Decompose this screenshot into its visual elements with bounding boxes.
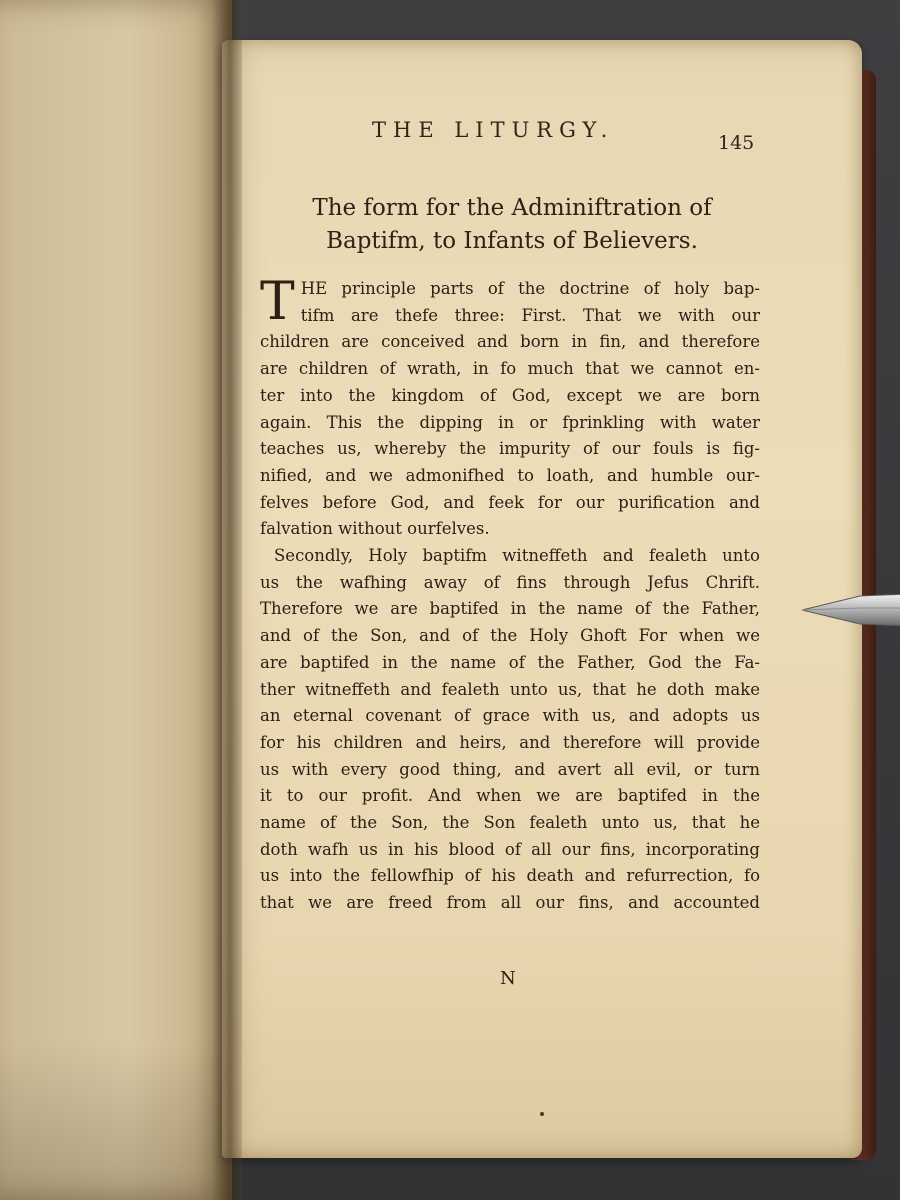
- page-number: 145: [718, 132, 755, 154]
- page-gutter-shadow: [212, 0, 242, 1200]
- text-line: are children of wrath, in fo much that we cannot en-: [260, 359, 760, 379]
- text-line: an eternal covenant of grace with us, and adopts us: [260, 706, 760, 726]
- text-line: children are conceived and born in fin, and therefore: [260, 332, 760, 352]
- text-line: us into the fellowfhip of his death and refurrection, fo: [260, 866, 760, 886]
- text-line: us the wafhing away of fins through Jefus Chrift.: [260, 572, 760, 592]
- paper-speck: [540, 1112, 544, 1116]
- body-text: [260, 272, 760, 917]
- text-line: felves before God, and feek for our purification and: [260, 492, 760, 512]
- right-printed-page: [222, 40, 862, 1158]
- text-line: doth wafh us in his blood of all our fins, incorporating: [260, 839, 760, 859]
- heading-line-1: The form for the Adminiftration of: [312, 195, 712, 221]
- text-line: ther witneffeth and fealeth unto us, that he doth make: [260, 679, 760, 699]
- text-line: for his children and heirs, and therefore will provide: [260, 732, 760, 752]
- text-line: Secondly, Holy baptifm witneffeth and fealeth unto: [274, 546, 760, 566]
- pen-tip-icon: [800, 588, 900, 630]
- text-line: tifm are thefe three: First. That we with our: [300, 305, 760, 325]
- drop-cap: T: [260, 272, 295, 332]
- heading-line-2: Baptifm, to Infants of Believers.: [326, 228, 698, 254]
- section-heading: [252, 192, 772, 258]
- text-line: us with every good thing, and avert all evil, or turn: [260, 759, 760, 779]
- text-line: teaches us, whereby the impurity of our fouls is fig-: [260, 439, 760, 459]
- text-line: and of the Son, and of the Holy Ghoft For when we: [260, 626, 760, 646]
- left-page-shadow: [0, 1040, 232, 1200]
- text-line: nified, and we admonifhed to loath, and humble our-: [260, 465, 760, 485]
- text-line: falvation without ourfelves.: [260, 519, 490, 539]
- text-line: that we are freed from all our fins, and accounted: [260, 893, 760, 913]
- text-line: it to our profit. And when we are baptifed in the: [260, 786, 760, 806]
- text-line: are baptifed in the name of the Father, God the Fa-: [260, 652, 760, 672]
- text-line: Therefore we are baptifed in the name of the Father,: [260, 599, 760, 619]
- text-line: name of the Son, the Son fealeth unto us, that he: [260, 813, 760, 833]
- text-line: again. This the dipping in or fprinkling with water: [260, 412, 760, 432]
- text-line: HE principle parts of the doctrine of holy bap-: [300, 279, 760, 298]
- signature-mark: N: [500, 968, 516, 989]
- paragraph-first: [260, 272, 760, 543]
- text-line: ter into the kingdom of God, except we are born: [260, 385, 760, 405]
- left-blank-page: [0, 0, 232, 1200]
- running-head: THE LITURGY.: [372, 118, 615, 142]
- paragraph-second: [260, 543, 760, 917]
